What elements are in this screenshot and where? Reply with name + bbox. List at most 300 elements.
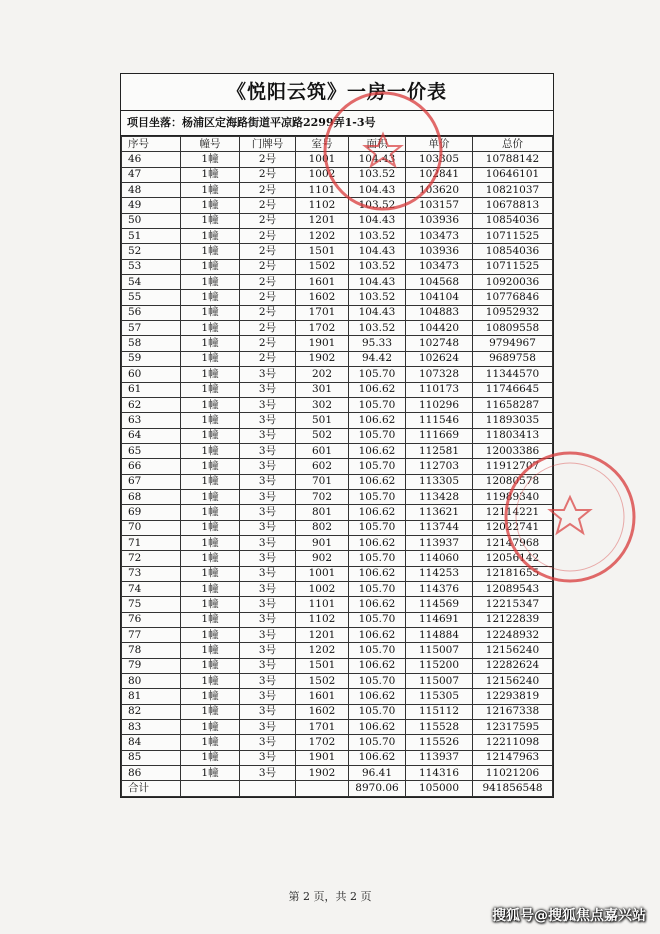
row-area: 105.70 [349,704,406,719]
table-row [122,336,553,351]
row-index: 51 [122,229,181,244]
row-door-number: 3号 [240,535,296,550]
row-total-price: 12147968 [473,535,553,550]
row-index: 58 [122,336,181,351]
row-room-number: 1902 [296,766,349,781]
row-unit-price: 114884 [406,628,473,643]
row-building: 1幢 [181,413,240,428]
row-door-number: 3号 [240,658,296,673]
table-row [122,259,553,274]
row-area: 105.70 [349,551,406,566]
row-area: 106.62 [349,628,406,643]
row-index: 79 [122,658,181,673]
row-door-number: 2号 [240,351,296,366]
row-building: 1幢 [181,382,240,397]
row-area: 103.52 [349,167,406,182]
row-unit-price: 110173 [406,382,473,397]
row-total-price: 12114221 [473,505,553,520]
table-row [122,505,553,520]
row-unit-price: 110296 [406,397,473,412]
row-unit-price: 112581 [406,443,473,458]
row-unit-price: 103473 [406,229,473,244]
row-building: 1幢 [181,566,240,581]
row-door-number: 3号 [240,597,296,612]
row-unit-price: 111546 [406,413,473,428]
row-room-number: 1601 [296,275,349,290]
row-unit-price: 104568 [406,275,473,290]
total-price: 941856548 [473,781,553,796]
row-total-price: 12156240 [473,643,553,658]
row-total-price: 12248932 [473,628,553,643]
header-total-price: 总价 [473,137,553,152]
row-total-price: 12089543 [473,581,553,596]
row-index: 62 [122,397,181,412]
row-index: 60 [122,367,181,382]
row-room-number: 702 [296,489,349,504]
row-door-number: 2号 [240,259,296,274]
row-index: 82 [122,704,181,719]
table-row [122,382,553,397]
row-index: 68 [122,489,181,504]
row-building: 1幢 [181,213,240,228]
row-area: 106.62 [349,750,406,765]
table-row [122,674,553,689]
table-row [122,321,553,336]
table-row [122,735,553,750]
row-area: 105.70 [349,459,406,474]
row-room-number: 1702 [296,321,349,336]
row-total-price: 10678813 [473,198,553,213]
row-unit-price: 113305 [406,474,473,489]
row-door-number: 3号 [240,443,296,458]
row-room-number: 1001 [296,152,349,167]
row-door-number: 2号 [240,183,296,198]
row-total-price: 12080578 [473,474,553,489]
row-index: 66 [122,459,181,474]
row-unit-price: 114569 [406,597,473,612]
row-area: 104.43 [349,305,406,320]
row-room-number: 302 [296,397,349,412]
row-area: 106.62 [349,382,406,397]
row-unit-price: 113937 [406,535,473,550]
row-building: 1幢 [181,643,240,658]
row-index: 77 [122,628,181,643]
header-door-number: 门牌号 [240,137,296,152]
table-row [122,213,553,228]
table-row [122,167,553,182]
row-unit-price: 115112 [406,704,473,719]
row-index: 78 [122,643,181,658]
row-building: 1幢 [181,551,240,566]
row-door-number: 3号 [240,520,296,535]
row-building: 1幢 [181,259,240,274]
row-building: 1幢 [181,750,240,765]
row-building: 1幢 [181,597,240,612]
row-room-number: 1101 [296,597,349,612]
table-row [122,198,553,213]
row-unit-price: 102748 [406,336,473,351]
row-index: 57 [122,321,181,336]
row-building: 1幢 [181,244,240,259]
price-list-sheet [120,73,554,798]
row-index: 86 [122,766,181,781]
total-unit-price: 105000 [406,781,473,796]
header-area: 面积 [349,137,406,152]
row-area: 94.42 [349,351,406,366]
row-total-price: 10646101 [473,167,553,182]
row-building: 1幢 [181,735,240,750]
row-area: 106.62 [349,720,406,735]
row-door-number: 3号 [240,474,296,489]
row-index: 52 [122,244,181,259]
row-building: 1幢 [181,459,240,474]
row-unit-price: 102624 [406,351,473,366]
row-total-price: 11912707 [473,459,553,474]
row-index: 55 [122,290,181,305]
row-index: 70 [122,520,181,535]
row-room-number: 1202 [296,643,349,658]
table-row [122,628,553,643]
row-door-number: 3号 [240,397,296,412]
row-area: 103.52 [349,321,406,336]
row-door-number: 2号 [240,244,296,259]
row-index: 73 [122,566,181,581]
header-room-number: 室号 [296,137,349,152]
row-building: 1幢 [181,336,240,351]
row-area: 103.52 [349,198,406,213]
row-total-price: 9794967 [473,336,553,351]
row-index: 71 [122,535,181,550]
row-total-price: 12167338 [473,704,553,719]
row-door-number: 3号 [240,674,296,689]
row-building: 1幢 [181,612,240,627]
row-unit-price: 114691 [406,612,473,627]
row-area: 104.43 [349,183,406,198]
row-room-number: 1602 [296,290,349,305]
table-row [122,535,553,550]
row-index: 72 [122,551,181,566]
row-total-price: 11803413 [473,428,553,443]
row-room-number: 1701 [296,720,349,735]
row-unit-price: 115305 [406,689,473,704]
row-building: 1幢 [181,397,240,412]
row-building: 1幢 [181,489,240,504]
row-door-number: 3号 [240,628,296,643]
row-room-number: 1002 [296,167,349,182]
row-total-price: 12293819 [473,689,553,704]
table-body [122,152,553,781]
table-row [122,351,553,366]
row-total-price: 12211098 [473,735,553,750]
row-index: 61 [122,382,181,397]
row-unit-price: 115526 [406,735,473,750]
row-area: 105.70 [349,674,406,689]
row-index: 76 [122,612,181,627]
row-door-number: 3号 [240,489,296,504]
row-building: 1幢 [181,628,240,643]
row-room-number: 1502 [296,259,349,274]
total-row [122,781,553,796]
row-index: 54 [122,275,181,290]
row-area: 106.62 [349,597,406,612]
row-unit-price: 115007 [406,674,473,689]
row-area: 105.70 [349,520,406,535]
row-building: 1幢 [181,229,240,244]
row-total-price: 12122839 [473,612,553,627]
row-room-number: 202 [296,367,349,382]
row-index: 47 [122,167,181,182]
row-area: 106.62 [349,443,406,458]
row-unit-price: 114316 [406,766,473,781]
row-total-price: 12056142 [473,551,553,566]
total-empty-cell [240,781,296,796]
row-room-number: 502 [296,428,349,443]
row-index: 59 [122,351,181,366]
row-room-number: 602 [296,459,349,474]
row-building: 1幢 [181,367,240,382]
row-room-number: 1702 [296,735,349,750]
row-building: 1幢 [181,198,240,213]
row-unit-price: 114060 [406,551,473,566]
row-index: 81 [122,689,181,704]
row-building: 1幢 [181,428,240,443]
row-index: 50 [122,213,181,228]
table-row [122,183,553,198]
row-total-price: 10952932 [473,305,553,320]
row-index: 84 [122,735,181,750]
row-total-price: 11746645 [473,382,553,397]
row-building: 1幢 [181,183,240,198]
row-total-price: 12215347 [473,597,553,612]
row-door-number: 3号 [240,581,296,596]
row-area: 105.70 [349,735,406,750]
row-index: 85 [122,750,181,765]
row-building: 1幢 [181,520,240,535]
row-total-price: 10711525 [473,229,553,244]
watermark: 搜狐号@搜狐焦点嘉兴站 [492,908,646,924]
row-room-number: 301 [296,382,349,397]
row-unit-price: 102841 [406,167,473,182]
row-total-price: 12282624 [473,658,553,673]
row-area: 103.52 [349,290,406,305]
row-index: 83 [122,720,181,735]
row-total-price: 10776846 [473,290,553,305]
row-total-price: 10854036 [473,213,553,228]
row-unit-price: 115007 [406,643,473,658]
row-total-price: 12156240 [473,674,553,689]
row-unit-price: 113428 [406,489,473,504]
row-index: 80 [122,674,181,689]
row-building: 1幢 [181,443,240,458]
row-total-price: 10854036 [473,244,553,259]
row-building: 1幢 [181,720,240,735]
table-row [122,704,553,719]
row-total-price: 12003386 [473,443,553,458]
total-label: 合计 [122,781,181,796]
row-total-price: 11344570 [473,367,553,382]
table-row [122,597,553,612]
row-room-number: 1201 [296,628,349,643]
row-room-number: 1202 [296,229,349,244]
row-unit-price: 103936 [406,244,473,259]
row-unit-price: 111669 [406,428,473,443]
row-total-price: 10711525 [473,259,553,274]
row-area: 106.62 [349,413,406,428]
row-total-price: 12147963 [473,750,553,765]
row-room-number: 701 [296,474,349,489]
row-door-number: 3号 [240,735,296,750]
row-room-number: 1501 [296,244,349,259]
row-room-number: 1602 [296,704,349,719]
row-index: 63 [122,413,181,428]
row-building: 1幢 [181,290,240,305]
row-room-number: 1102 [296,612,349,627]
row-unit-price: 103473 [406,259,473,274]
row-index: 75 [122,597,181,612]
project-location: 项目坐落：杨浦区定海路街道平凉路2299弄1-3号 [121,111,553,136]
row-building: 1幢 [181,658,240,673]
row-door-number: 3号 [240,643,296,658]
row-unit-price: 113937 [406,750,473,765]
row-door-number: 3号 [240,720,296,735]
row-room-number: 1701 [296,305,349,320]
row-unit-price: 114376 [406,581,473,596]
row-area: 104.43 [349,244,406,259]
table-row [122,658,553,673]
row-index: 67 [122,474,181,489]
table-row [122,643,553,658]
row-index: 49 [122,198,181,213]
row-area: 103.52 [349,259,406,274]
row-unit-price: 103157 [406,198,473,213]
page-footer: 第 2 页，共 2 页 [288,890,372,903]
row-unit-price: 113621 [406,505,473,520]
row-area: 106.62 [349,535,406,550]
row-area: 105.70 [349,612,406,627]
row-area: 105.70 [349,581,406,596]
table-row [122,551,553,566]
total-area: 8970.06 [349,781,406,796]
row-door-number: 2号 [240,336,296,351]
row-area: 103.52 [349,229,406,244]
row-area: 104.43 [349,275,406,290]
table-row [122,244,553,259]
row-door-number: 2号 [240,198,296,213]
row-total-price: 10920036 [473,275,553,290]
row-door-number: 3号 [240,382,296,397]
row-room-number: 1502 [296,674,349,689]
row-area: 106.62 [349,566,406,581]
row-unit-price: 115200 [406,658,473,673]
table-row [122,428,553,443]
table-row [122,750,553,765]
row-total-price: 10809558 [473,321,553,336]
row-building: 1幢 [181,505,240,520]
row-room-number: 902 [296,551,349,566]
row-door-number: 2号 [240,275,296,290]
row-index: 48 [122,183,181,198]
row-room-number: 901 [296,535,349,550]
row-index: 65 [122,443,181,458]
row-total-price: 11021206 [473,766,553,781]
row-building: 1幢 [181,689,240,704]
price-table [121,136,553,797]
row-door-number: 3号 [240,413,296,428]
row-total-price: 11989340 [473,489,553,504]
row-room-number: 601 [296,443,349,458]
table-row [122,720,553,735]
row-building: 1幢 [181,766,240,781]
total-empty-cell [296,781,349,796]
row-total-price: 11893035 [473,413,553,428]
row-total-price: 12022741 [473,520,553,535]
row-building: 1幢 [181,167,240,182]
table-row [122,443,553,458]
row-door-number: 3号 [240,704,296,719]
table-row [122,581,553,596]
row-door-number: 3号 [240,689,296,704]
table-row [122,459,553,474]
row-total-price: 12317595 [473,720,553,735]
row-building: 1幢 [181,474,240,489]
row-area: 105.70 [349,643,406,658]
row-unit-price: 103620 [406,183,473,198]
row-door-number: 2号 [240,321,296,336]
row-unit-price: 112703 [406,459,473,474]
row-door-number: 3号 [240,551,296,566]
row-index: 74 [122,581,181,596]
table-row [122,689,553,704]
row-door-number: 2号 [240,305,296,320]
row-room-number: 1002 [296,581,349,596]
row-unit-price: 104104 [406,290,473,305]
row-area: 104.43 [349,213,406,228]
row-building: 1幢 [181,305,240,320]
row-room-number: 1901 [296,750,349,765]
row-total-price: 10788142 [473,152,553,167]
table-row [122,766,553,781]
row-index: 56 [122,305,181,320]
table-row [122,489,553,504]
row-door-number: 3号 [240,459,296,474]
row-index: 46 [122,152,181,167]
row-door-number: 3号 [240,750,296,765]
row-door-number: 3号 [240,505,296,520]
row-unit-price: 104420 [406,321,473,336]
row-room-number: 1101 [296,183,349,198]
row-area: 105.70 [349,428,406,443]
row-door-number: 2号 [240,167,296,182]
table-row [122,229,553,244]
table-row [122,413,553,428]
header-index: 序号 [122,137,181,152]
row-area: 106.62 [349,474,406,489]
row-unit-price: 103936 [406,213,473,228]
header-building: 幢号 [181,137,240,152]
row-unit-price: 103305 [406,152,473,167]
row-index: 53 [122,259,181,274]
table-row [122,566,553,581]
table-row [122,305,553,320]
table-row [122,275,553,290]
table-row [122,520,553,535]
row-door-number: 2号 [240,152,296,167]
row-room-number: 1901 [296,336,349,351]
row-building: 1幢 [181,275,240,290]
row-door-number: 3号 [240,367,296,382]
row-building: 1幢 [181,321,240,336]
row-room-number: 1201 [296,213,349,228]
